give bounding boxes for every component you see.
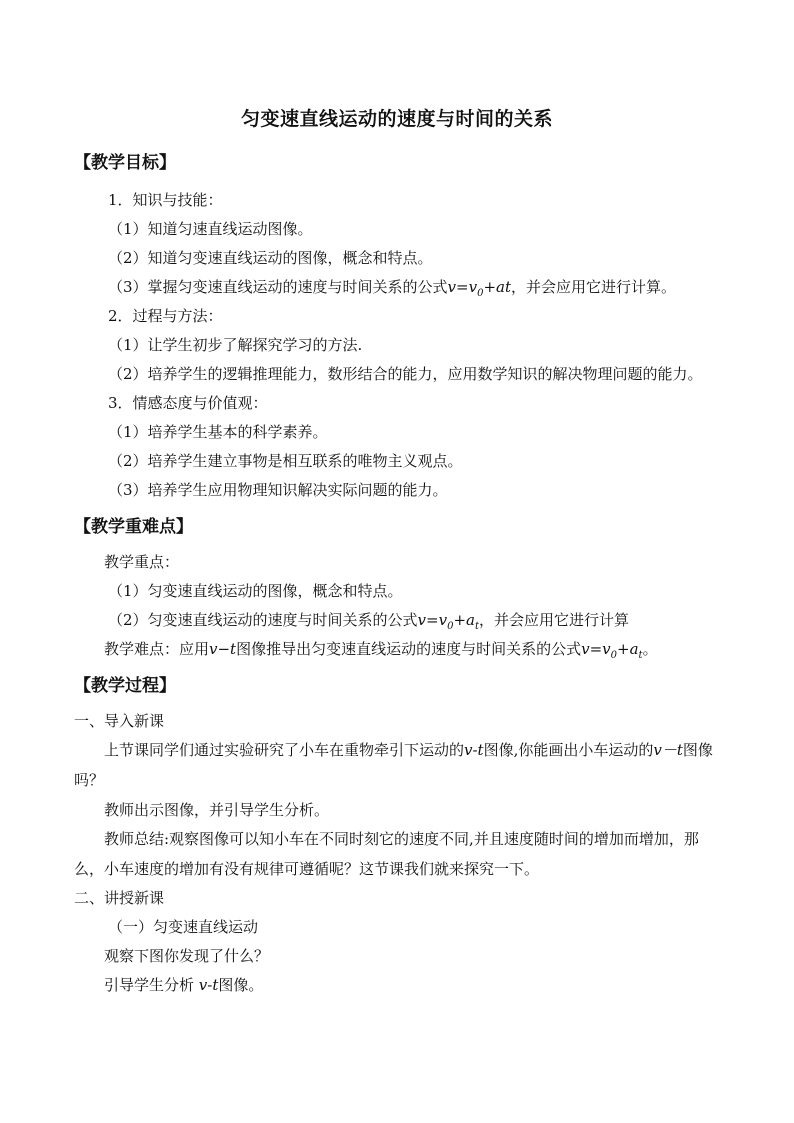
objective-item: （1）培养学生基本的科学素养。: [108, 423, 328, 441]
focus-item: （2）匀变速直线运动的速度与时间关系的公式$v=v_0+a_t$，并会应用它进行计算: [108, 611, 630, 632]
page-title: 匀变速直线运动的速度与时间的关系: [240, 108, 553, 130]
sub-section: （一）匀变速直线运动: [108, 918, 259, 936]
objective-item: （3）掌握匀变速直线运动的速度与时间关系的公式$v=v_0+at$，并会应用它进行计算。: [108, 278, 677, 299]
objective-item: （2）培养学生建立事物是相互联系的唯物主义观点。: [108, 452, 463, 470]
heading-process: 【教学过程】: [74, 676, 176, 696]
heading-keypoints: 【教学重难点】: [74, 517, 193, 537]
objective-item: （1）知道匀速直线运动图像。: [108, 220, 313, 238]
objective-group-2: 2．过程与方法：: [108, 307, 223, 325]
part-label: 二、讲授新课: [74, 889, 165, 907]
focus-item: （1）匀变速直线运动的图像，概念和特点。: [108, 582, 403, 600]
objective-item: （2）培养学生的逻辑推理能力，数形结合的能力，应用数学知识的解决物理问题的能力。: [108, 365, 703, 383]
objective-item: （2）知道匀变速直线运动的图像，概念和特点。: [108, 249, 433, 267]
objective-item: （1）让学生初步了解探究学习的方法.: [108, 336, 363, 354]
paragraph: 教师总结:观察图像可以知小车在不同时刻它的速度不同,并且速度随时间的增加而增加，那么，小车速度的增加有没有规律可遵循呢？这节课我们就来探究一下。: [74, 830, 699, 878]
objective-group-3: 3．情感态度与价值观：: [108, 394, 268, 412]
difficulty: 教学难点：应用v−t图像推导出匀变速直线运动的速度与时间关系的公式$v=v_0+a_t$。: [104, 640, 658, 661]
vt-symbol: v−t: [209, 640, 237, 658]
focus-label: 教学重点：: [104, 553, 180, 571]
heading-objectives: 【教学目标】: [74, 153, 176, 173]
paragraph: 引导学生分析 v-t图像。: [104, 976, 264, 994]
paragraph: 观察下图你发现了什么？: [104, 947, 270, 965]
paragraph: 教师出示图像，并引导学生分析。: [104, 801, 330, 819]
part-label: 一、导入新课: [74, 712, 165, 730]
objective-group-1: 1．知识与技能：: [108, 191, 223, 209]
formula: $v=v_0+a_t$: [581, 640, 643, 661]
formula: $v=v_0+at$: [447, 278, 511, 299]
objective-item: （3）培养学生应用物理知识解决实际问题的能力。: [108, 481, 448, 499]
formula: $v=v_0+a_t$: [417, 611, 479, 632]
paragraph: 上节课同学们通过实验研究了小车在重物牵引下运动的v-t图像,你能画出小车运动的v－t图像吗？: [74, 741, 713, 789]
